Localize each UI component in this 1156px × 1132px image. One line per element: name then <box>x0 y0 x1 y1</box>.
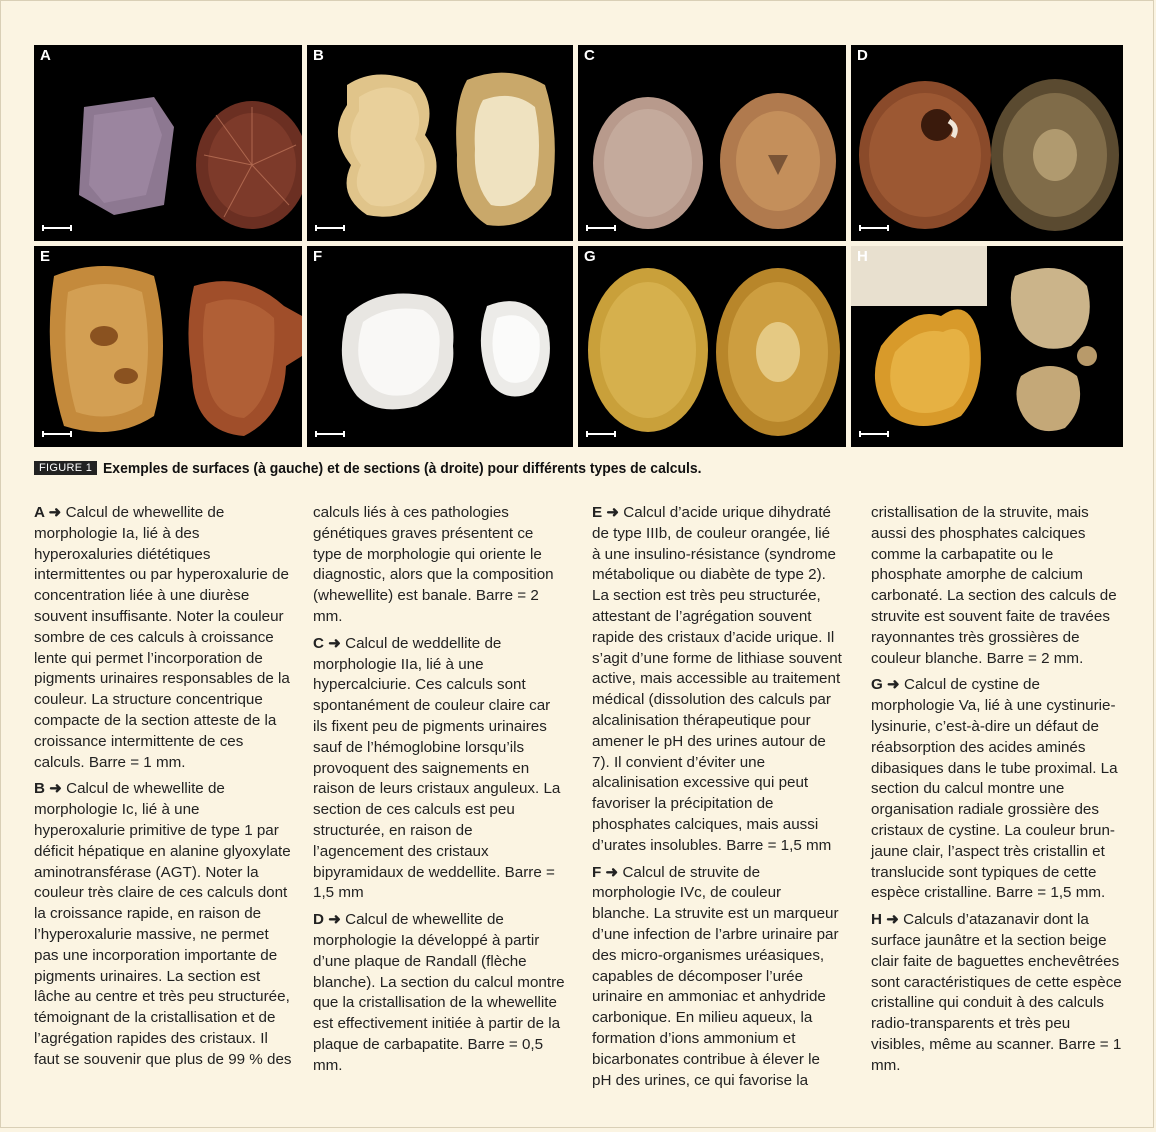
paragraph-e <box>592 503 842 857</box>
paragraph-b <box>34 779 292 1070</box>
text-a: Calcul de whewellite de morphologie Ia, lié à des hyperoxaluries diététiques intermittentes ou par hyperoxalurie de concentration liée à une diurèse souvent insuffisante. Noter la couleur sombre de ces calculs à croissance lente qui permet l’incorporation de pigments urinaires responsables de la couleur. La structure concentrique compacte de la section atteste de la croissance intermittente de ces calculs. Barre = 1 mm. <box>34 504 290 771</box>
scale-bar <box>42 225 72 231</box>
figure-tag: FIGURE 1 <box>34 461 97 475</box>
photo-panel-g <box>578 246 846 447</box>
lead-h: H ➜ <box>871 911 899 929</box>
panel-letter: B <box>313 47 324 64</box>
stone-image-h <box>851 246 1123 447</box>
panel-letter: F <box>313 248 323 265</box>
paragraph-h <box>871 910 1127 1076</box>
stone-image-g <box>578 246 846 447</box>
scale-bar <box>586 225 616 231</box>
panel-letter: E <box>40 248 51 265</box>
panel-letter: A <box>40 47 51 64</box>
text-g: Calcul de cystine de morphologie Va, lié à une cystinurie-lysinurie, c’est-à-dire un défaut de réabsorption des acides aminés dibasiques dans le tube proximal. La section du calcul montre une organisation radiale grossière des cristaux de cystine. La couleur brun-jaune clair, l’aspect très cristallin et translucide sont typiques de cette espèce cristalline. Barre = 1,5 mm. <box>871 676 1118 902</box>
photo-panel-c <box>578 45 846 241</box>
paragraph-a <box>34 503 292 773</box>
panel-letter: G <box>584 248 596 265</box>
panel-letter: C <box>584 47 595 64</box>
text-b-continued: calculs liés à ces pathologies génétiques graves présentent ce type de morphologie qui oriente le diagnostic, alors que la composition (whewellite) est banale. Barre = 2 mm. <box>313 504 554 625</box>
scale-bar <box>859 225 889 231</box>
figure-caption <box>34 457 1134 479</box>
panel-letter: H <box>857 248 868 265</box>
lead-f: F ➜ <box>592 863 619 881</box>
scale-bar <box>859 431 889 437</box>
stone-image-b <box>307 45 573 241</box>
photo-panel-a <box>34 45 302 241</box>
scale-bar <box>42 431 72 437</box>
caption-text: Exemples de surfaces (à gauche) et de sections (à droite) pour différents types de calculs. <box>103 459 702 477</box>
paragraph-f-continued <box>871 503 1127 669</box>
photo-panel-b <box>307 45 573 241</box>
photo-panel-f <box>307 246 573 447</box>
text-column-1 <box>34 503 292 1077</box>
photo-panel-h <box>851 246 1123 447</box>
text-c: Calcul de weddellite de morphologie IIa, lié à une hypercalciurie. Ces calculs sont spontanément de couleur claire car ils fixent peu de pigments urinaires sauf de l’hémoglobine lorsqu’ils provoquent des saignements en raison de leurs cristaux anguleux. La section de ces calculs est peu structurée, en raison de l’agencement des cristaux bipyramidaux de weddellite. Barre = 1,5 mm <box>313 634 561 902</box>
scale-bar <box>586 431 616 437</box>
paragraph-d <box>313 910 565 1076</box>
paragraph-b-continued <box>313 503 565 628</box>
scale-bar <box>315 431 345 437</box>
paragraph-c <box>313 634 565 904</box>
text-f: Calcul de struvite de morphologie IVc, de couleur blanche. La struvite est un marqueur d’une infection de l’arbre urinaire par des micro-organismes uréasiques, capables de décomposer l’urée urinaire en ammoniac et anhydride carbonique. En milieu aqueux, la formation d’ions ammonium et bicarbonates contribue à élever le pH des urines, ce qui favorise la <box>592 863 839 1089</box>
stone-image-c <box>578 45 846 241</box>
text-column-3 <box>592 503 842 1097</box>
lead-a: A ➜ <box>34 504 62 521</box>
text-e: Calcul d’acide urique dihydraté de type IIIb, de couleur orangée, lié à une insulino-résistance (syndrome métabolique ou diabète de type 2). La section est très peu structurée, attestant de l’agrégation souvent rapide des cristaux d’acide urique. Il s’agit d’une forme de lithiase souvent active, mais accessible au traitement médical (dissolution des calculs par alcalinisation thérapeutique pour amener le pH des urines autour de 7). Il convient d’éviter une alcalinisation excessive qui peut favoriser la précipitation de phosphates calciques, mais aussi d’urates insolubles. Barre = 1,5 mm <box>592 504 842 854</box>
lead-e: E ➜ <box>592 504 620 521</box>
panel-letter: D <box>857 47 868 64</box>
text-d: Calcul de whewellite de morphologie Ia développé à partir d’une plaque de Randall (flèche blanche). La section du calcul montre que la cristallisation de la whewellite est effectivement initiée à partir de la plaque de carbapatite. Barre = 0,5 mm. <box>313 911 565 1074</box>
text-b: Calcul de whewellite de morphologie Ic, lié à une hyperoxalurie primitive de type 1 par déficit hépatique en alanine glyoxylate aminotransférase (AGT). Noter la couleur très claire de ces calculs dont la croissance rapide, en raison de l’hyperoxalurie massive, ne permet pas une incorporation importante de pigments urinaires. La section est lâche au centre et très peu structurée, témoignant de la cristallisation et de l’agrégation rapides des cristaux. Il faut se souvenir que plus de 99 % des <box>34 780 292 1068</box>
photo-panel-e <box>34 246 302 447</box>
lead-d: D ➜ <box>313 911 341 929</box>
lead-c: C ➜ <box>313 634 341 652</box>
lead-g: G ➜ <box>871 676 900 694</box>
stone-image-e <box>34 246 302 447</box>
lead-b: B ➜ <box>34 780 62 798</box>
text-column-2 <box>313 503 565 1083</box>
photo-panel-d <box>851 45 1123 241</box>
stone-image-d <box>851 45 1123 241</box>
paragraph-g <box>871 675 1127 904</box>
text-f-continued: cristallisation de la struvite, mais aussi des phosphates calciques comme la carbapatite ou le phosphate amorphe de calcium carbonaté. La section des calculs de struvite est souvent faite de travées rayonnantes très grossières de couleur blanche. Barre = 2 mm. <box>871 504 1117 667</box>
text-h: Calculs d’atazanavir dont la surface jaunâtre et la section beige clair faite de baguettes enchevêtrées sont caractéristiques de cette espèce cristalline qui conduit à des calculs radio-transparents et très peu visibles, même au scanner. Barre = 1 mm. <box>871 911 1122 1074</box>
stone-image-a <box>34 45 302 241</box>
paragraph-f <box>592 863 842 1092</box>
stone-image-f <box>307 246 573 447</box>
scale-bar <box>315 225 345 231</box>
text-column-4 <box>871 503 1127 1083</box>
